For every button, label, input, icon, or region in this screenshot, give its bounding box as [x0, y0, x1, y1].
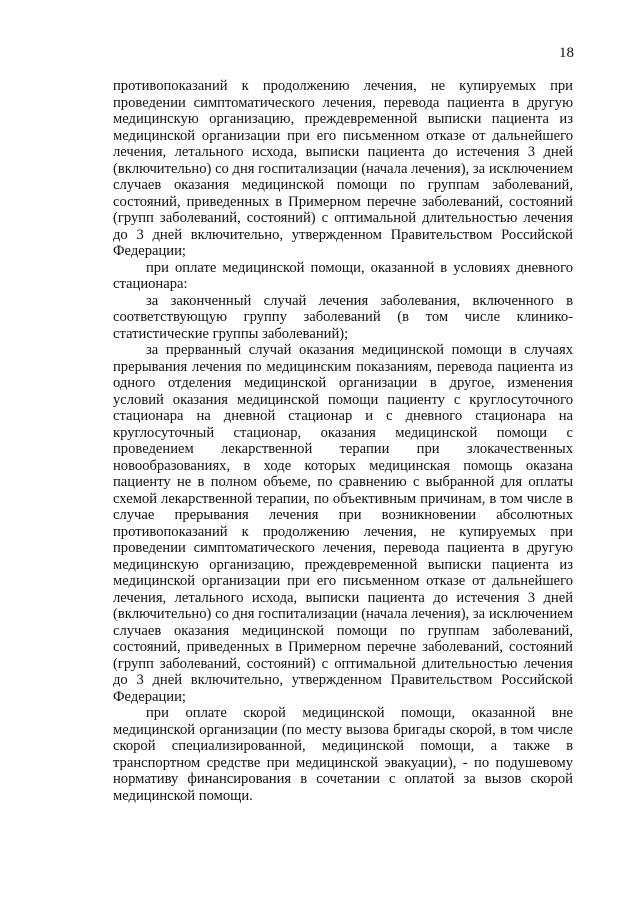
paragraph-emergency-care-payment: при оплате скорой медицинской помощи, оказанной вне медицинской организации (по месту вызова бригады скорой, в том числе скорой специализированной, медицинской помощи, а также в транспортном средстве при медицинской эвакуации), - по подушевому нормативу финансирования в сочетании с оплатой за вызов скорой медицинской помощи.	[113, 705, 573, 804]
document-body	[113, 78, 573, 804]
paragraph-continuation: противопоказаний к продолжению лечения, не купируемых при проведении симптоматического лечения, перевода пациента в другую медицинскую организацию, преждевременной выписки пациента из медицинской организации при его письменном отказе от дальнейшего лечения, летального исхода, выписки пациента до истечения 3 дней (включительно) со дня госпитализации (начала лечения), за исключением случаев оказания медицинской помощи по группам заболеваний, состояний, приведенных в Примерном перечне заболеваний, состояний (групп заболеваний, состояний) с оптимальной длительностью лечения до 3 дней включительно, утвержденном Правительством Российской Федерации;	[113, 78, 573, 259]
paragraph-completed-case: за законченный случай лечения заболевания, включенного в соответствующую группу заболеваний (в том числе клинико-статистические группы заболеваний);	[113, 292, 573, 342]
paragraph-day-hospital-payment: при оплате медицинской помощи, оказанной в условиях дневного стационара:	[113, 259, 573, 292]
paragraph-interrupted-case: за прерванный случай оказания медицинской помощи в случаях прерывания лечения по медицинским показаниям, перевода пациента из одного отделения медицинской организации в другое, изменения условий оказания медицинской помощи пациенту с круглосуточного стационара на дневной стационар и с дневного стационара на круглосуточный стационар, оказания медицинской помощи с проведением лекарственной терапии при злокачественных новообразованиях, в ходе которых медицинская помощь оказана пациенту не в полном объеме, по сравнению с выбранной для оплаты схемой лекарственной терапии, по объективным причинам, в том числе в случае прерывания лечения при возникновении абсолютных противопоказаний к продолжению лечения, не купируемых при проведении симптоматического лечения, перевода пациента в другую медицинскую организацию, преждевременной выписки пациента из медицинской организации при его письменном отказе от дальнейшего лечения, летального исхода, выписки пациента до истечения 3 дней (включительно) со дня госпитализации (начала лечения), за исключением случаев оказания медицинской помощи по группам заболеваний, состояний, приведенных в Примерном перечне заболеваний, состояний (групп заболеваний, состояний) с оптимальной длительностью лечения до 3 дней включительно, утвержденном Правительством Российской Федерации;	[113, 342, 573, 705]
page-number: 18	[559, 45, 574, 61]
